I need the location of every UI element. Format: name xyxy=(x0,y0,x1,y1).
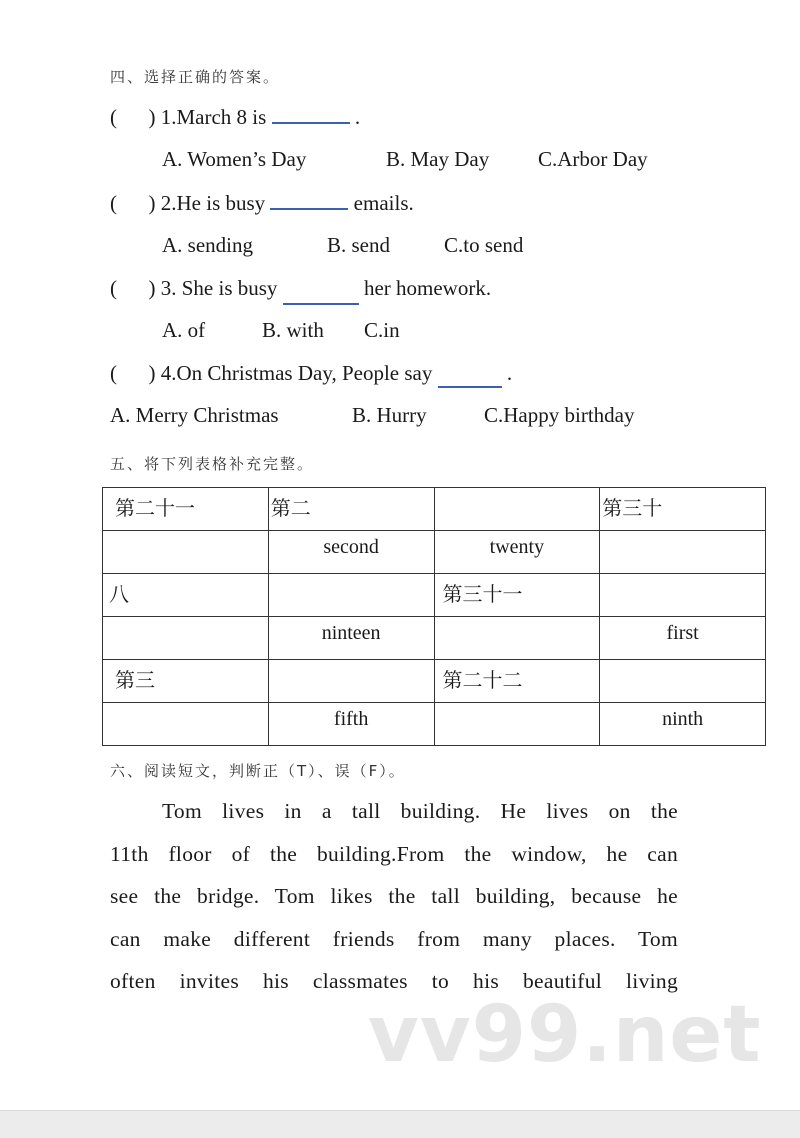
passage-line: see the bridge. Tom likes the tall building, because he xyxy=(110,884,678,908)
section5-heading: 五、将下列表格补充完整。 xyxy=(110,455,315,473)
question-stem-end: . xyxy=(506,361,513,385)
table-row xyxy=(103,488,766,531)
cell-text: 第三十 xyxy=(602,496,663,520)
question-stem-end: her homework. xyxy=(363,276,492,300)
cell-text: 第三十一 xyxy=(442,582,523,606)
question-1 xyxy=(110,104,360,130)
cell-text: 第二十一 xyxy=(115,496,195,520)
table-cell[interactable] xyxy=(600,617,766,660)
table-cell[interactable] xyxy=(434,660,600,703)
table-cell[interactable] xyxy=(103,488,269,531)
q4-option-a[interactable]: A. Merry Christmas xyxy=(110,403,279,427)
cell-text: 第三 xyxy=(115,668,155,692)
passage-line: 11th floor of the building.From the window, he can xyxy=(110,841,678,866)
table-cell[interactable] xyxy=(268,617,434,660)
page-bottom-bar xyxy=(0,1110,800,1138)
q2-option-c[interactable]: C.to send xyxy=(444,233,524,257)
q3-option-b[interactable]: B. with xyxy=(262,318,324,342)
table-cell[interactable] xyxy=(268,488,434,531)
question-stem: 2.He is busy xyxy=(160,191,266,215)
q1-option-c[interactable]: C.Arbor Day xyxy=(538,147,648,171)
q3-option-c[interactable]: C.in xyxy=(364,318,400,342)
q3-option-a[interactable]: A. of xyxy=(162,318,206,342)
table-cell[interactable] xyxy=(103,574,269,617)
table-cell[interactable] xyxy=(434,531,600,574)
cell-text: ninteen xyxy=(321,622,381,644)
number-table xyxy=(102,487,766,746)
table-cell[interactable] xyxy=(600,488,766,531)
table-cell[interactable] xyxy=(600,574,766,617)
answer-paren[interactable]: ( ) xyxy=(110,105,156,129)
table-cell[interactable] xyxy=(103,617,269,660)
q4-option-c[interactable]: C.Happy birthday xyxy=(484,403,635,427)
section6-heading: 六、阅读短文，判断正（T）、误（F）。 xyxy=(110,762,406,780)
answer-paren[interactable]: ( ) xyxy=(110,276,156,300)
cell-text: second xyxy=(323,536,379,558)
answer-paren[interactable]: ( ) xyxy=(110,361,156,385)
cell-text: 第二 xyxy=(270,496,311,520)
q2-option-b[interactable]: B. send xyxy=(327,233,390,257)
cell-text: first xyxy=(666,622,699,644)
table-cell[interactable] xyxy=(600,703,766,746)
q1-option-b[interactable]: B. May Day xyxy=(386,147,490,171)
table-cell[interactable] xyxy=(600,531,766,574)
q4-option-b[interactable]: B. Hurry xyxy=(352,403,427,427)
table-row xyxy=(103,660,766,703)
question-2 xyxy=(110,190,414,216)
table-row xyxy=(103,531,766,574)
cell-text: 第二十二 xyxy=(442,668,523,692)
table-cell[interactable] xyxy=(434,488,600,531)
passage-line: often invites his classmates to his beautiful living xyxy=(110,969,678,993)
table-cell[interactable] xyxy=(103,660,269,703)
question-stem: 1.March 8 is xyxy=(160,105,267,129)
watermark: vv99.net xyxy=(368,990,762,1080)
question-4 xyxy=(110,360,512,386)
question-3 xyxy=(110,275,491,301)
answer-paren[interactable]: ( ) xyxy=(110,191,156,215)
passage-line: can make different friends from many places. Tom xyxy=(110,926,678,951)
passage-line: Tom lives in a tall building. He lives on the xyxy=(162,799,678,823)
cell-text: ninth xyxy=(662,708,704,730)
table-cell[interactable] xyxy=(600,660,766,703)
table-cell[interactable] xyxy=(268,574,434,617)
q2-option-a[interactable]: A. sending xyxy=(162,233,253,257)
table-row xyxy=(103,703,766,746)
table-row xyxy=(103,574,766,617)
table-cell[interactable] xyxy=(434,703,600,746)
q1-option-a[interactable]: A. Women’s Day xyxy=(162,147,307,171)
table-cell[interactable] xyxy=(103,703,269,746)
table-cell[interactable] xyxy=(268,703,434,746)
answer-blank[interactable] xyxy=(283,285,359,305)
cell-text: fifth xyxy=(333,708,369,730)
table-cell[interactable] xyxy=(103,531,269,574)
question-stem: 3. She is busy xyxy=(160,276,278,300)
question-stem-end: . xyxy=(354,105,361,129)
question-stem: 4.On Christmas Day, People say xyxy=(160,361,433,385)
answer-blank[interactable] xyxy=(270,190,348,210)
table-cell[interactable] xyxy=(268,531,434,574)
table-cell[interactable] xyxy=(268,660,434,703)
table-cell[interactable] xyxy=(434,617,600,660)
reading-passage xyxy=(110,790,678,1003)
table-cell[interactable] xyxy=(434,574,600,617)
table-row xyxy=(103,617,766,660)
answer-blank[interactable] xyxy=(438,368,502,388)
section4-heading: 四、选择正确的答案。 xyxy=(110,68,281,86)
question-stem-end: emails. xyxy=(353,191,414,215)
cell-text: 八 xyxy=(109,582,129,606)
cell-text: twenty xyxy=(489,536,545,558)
answer-blank[interactable] xyxy=(272,104,350,124)
